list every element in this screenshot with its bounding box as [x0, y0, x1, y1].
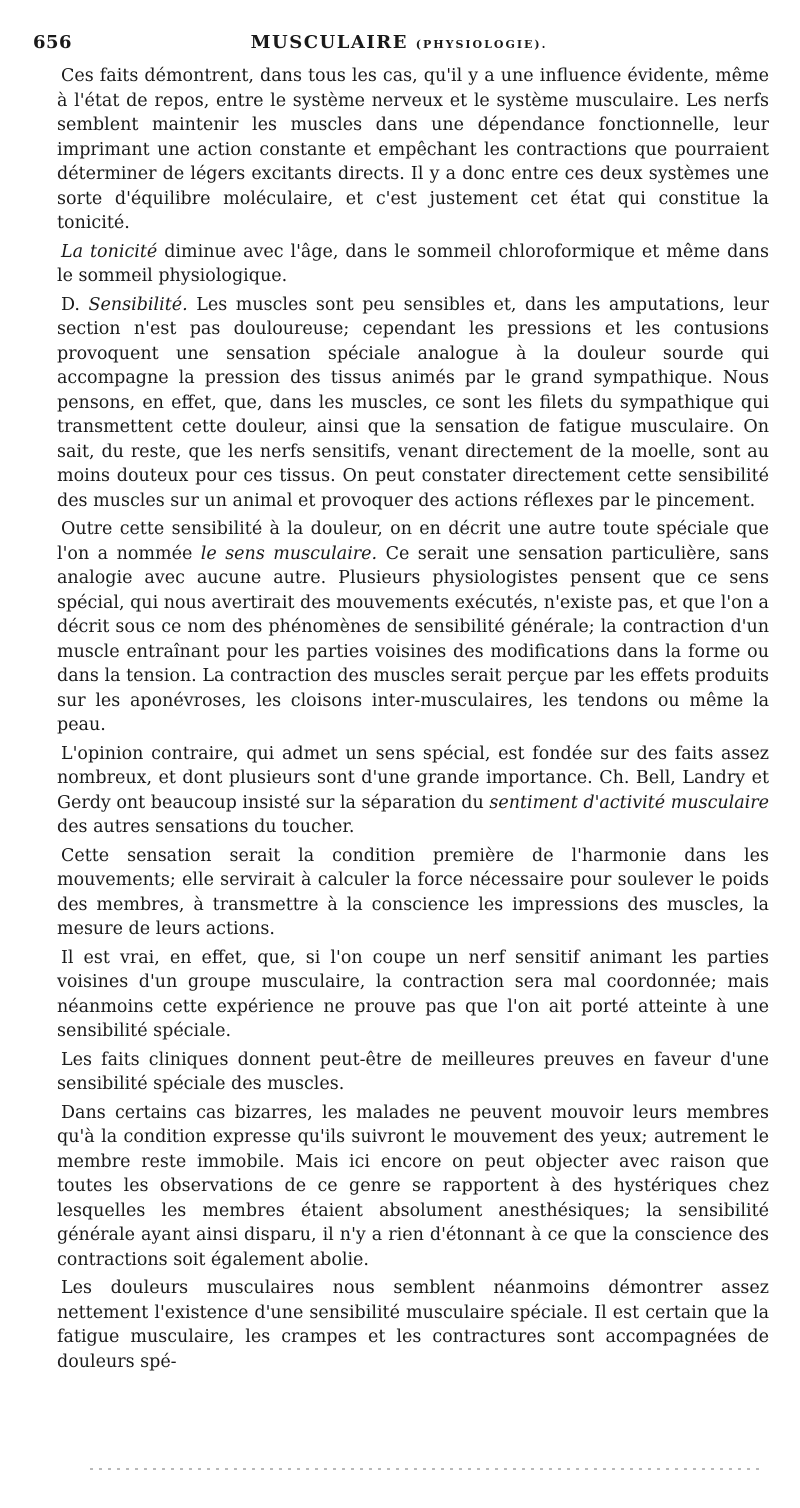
running-title-sub: (PHYSIOLOGIE). [415, 38, 548, 51]
paragraph-3: D. Sensibilité. Les muscles sont peu sensibles et, dans les amputations, leur section n'est pas douloureuse; cependant les pressions et les contusions provoquent une sensation spéciale analogue à la douleur sourde qui accompagne la pression des tissus animés par le grand sympathique. Nous pensons, en effet, que, dans les muscles, ce sont les filets du sympathique qui transmettent cette douleur, ainsi que la sensation de fatigue musculaire. On sait, du reste, que les nerfs sensitifs, venant directement de la moelle, sont au moins douteux pour ces tissus. On peut constater directement cette sensibilité des muscles sur un animal et provoquer des actions réflexes par le pincement. [57, 294, 769, 511]
paragraph-10: Les douleurs musculaires nous semblent néanmoins démontrer assez nettement l'existence d'une sensibilité musculaire spéciale. Il est certain que la fatigue musculaire, les crampes et les contractures sont accompagnées de douleurs spé- [57, 1278, 769, 1372]
page-number: 656 [33, 32, 73, 53]
term-tonicite: La tonicité [61, 241, 158, 262]
paragraph-6: Cette sensation serait la condition première de l'harmonie dans les mouvements; elle servirait à calculer la force nécessaire pour soulever le poids des membres, à transmettre à la conscience les impressions des muscles, la mesure de leurs actions. [57, 845, 769, 939]
paragraph-7: Il est vrai, en effet, que, si l'on coupe un nerf sensitif animant les parties voisines d'un groupe musculaire, la contraction sera mal coordonnée; mais néanmoins cette expérience ne prouve pas que l'on ait porté atteinte à une sensibilité spéciale. [57, 947, 769, 1041]
paragraph-4: Outre cette sensibilité à la douleur, on en décrit une autre toute spéciale que l'on a nommée le sens musculaire. Ce serait une sensation particulière, sans analogie avec aucune autre. Plusieurs physiologistes pensent que ce sens spécial, qui nous avertirait des mouvements exécutés, n'existe pas, et que l'on a décrit sous ce nom des phénomènes de sensibilité générale; la contraction d'un muscle entraînant pour les parties voisines des modifications dans la forme ou dans la tension. La contraction des muscles serait perçue par les effets produits sur les aponévroses, les cloisons inter-musculaires, les tendons ou même la peau. [57, 519, 770, 735]
running-header [33, 32, 765, 56]
term-sens-musculaire: le sens musculaire. [200, 543, 378, 564]
section-label: D. [61, 294, 89, 315]
running-title [33, 32, 765, 53]
paragraph-5: L'opinion contraire, qui admet un sens spécial, est fondée sur des faits assez nombreux, et dont plusieurs sont d'une grande importance. Ch. Bell, Landry et Gerdy ont beaucoup insisté sur la séparation du sentiment d'activité musculaire des autres sensations du toucher. [57, 743, 769, 837]
paragraph-9: Dans certains cas bizarres, les malades ne peuvent mouvoir leurs membres qu'à la condition expresse qu'ils suivront le mouvement des yeux; autrement le membre reste immobile. Mais ici encore on peut objecter avec raison que toutes les observations de ce genre se rapportent à des hystériques chez lesquelles les membres étaient absolument anesthésiques; la sensibilité générale ayant ainsi disparu, il n'y a rien d'étonnant à ce que la conscience des contractions soit également abolie. [57, 1102, 769, 1270]
section-heading-sensibilite: Sensibilité. [88, 294, 188, 315]
paragraph-8: Les faits cliniques donnent peut-être de meilleures preuves en faveur d'une sensibilité spéciale des muscles. [57, 1049, 769, 1094]
body-text [57, 64, 769, 1378]
term-sentiment-activite: sentiment d'activité musculaire [489, 792, 769, 813]
paragraph-2: La tonicité diminue avec l'âge, dans le sommeil chloroformique et même dans le sommeil physiologique. [57, 241, 770, 286]
paragraph-1: Ces faits démontrent, dans tous les cas, qu'il y a une influence évidente, même à l'état de repos, entre le système nerveux et le système musculaire. Les nerfs semblent maintenir les muscles dans une dépendance fonctionnelle, leur imprimant une action constante et empêchant les contractions que pourraient déterminer de légers excitants directs. Il y a donc entre ces deux systèmes une sorte d'équilibre moléculaire, et c'est justement cet état qui constitue la tonicité. [57, 66, 769, 233]
scan-noise-line [90, 1468, 760, 1470]
running-title-main: MUSCULAIRE [250, 32, 408, 53]
